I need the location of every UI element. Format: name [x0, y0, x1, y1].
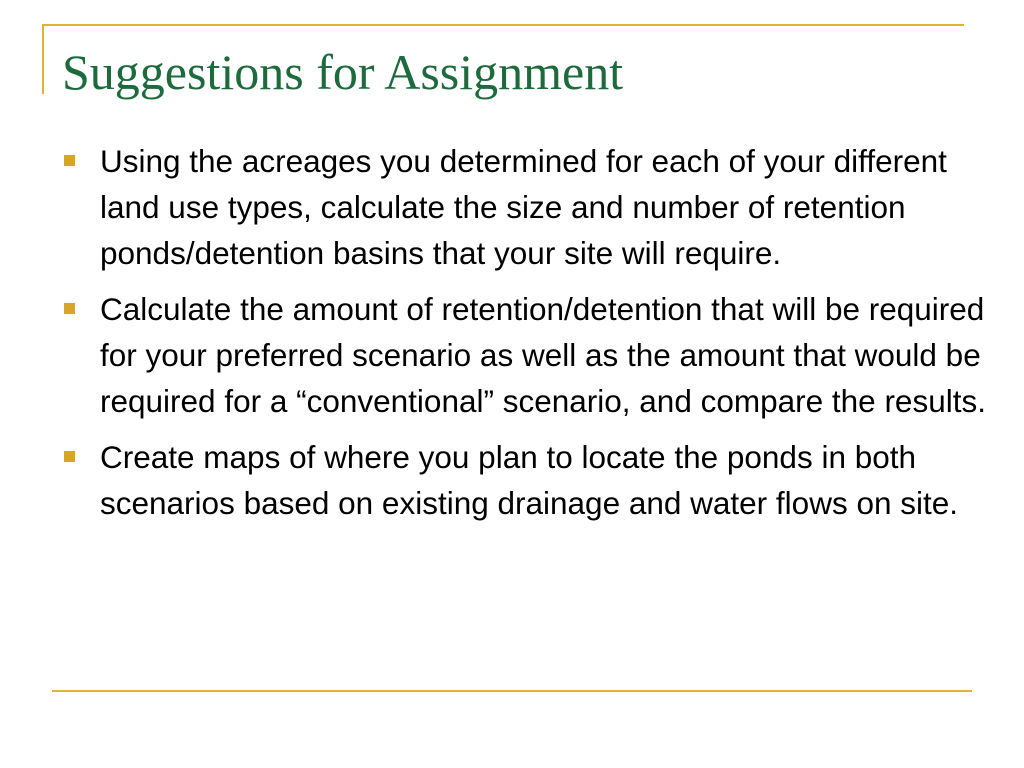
- slide-title: Suggestions for Assignment: [62, 44, 624, 100]
- bottom-divider: [52, 690, 972, 692]
- square-bullet-icon: [64, 155, 75, 166]
- bullet-item: [62, 138, 992, 276]
- top-divider: [42, 24, 964, 26]
- square-bullet-icon: [64, 303, 75, 314]
- bullet-item: [62, 286, 992, 424]
- bullet-text: Create maps of where you plan to locate the ponds in both scenarios based on existing drainage and water flows on site.: [100, 439, 959, 521]
- left-divider: [42, 24, 44, 94]
- bullet-item: [62, 434, 992, 526]
- bullet-text: Using the acreages you determined for each of your different land use types, calculate the size and number of retention ponds/detention basins that your site will require.: [100, 143, 947, 271]
- square-bullet-icon: [64, 451, 75, 462]
- bullet-text: Calculate the amount of retention/detention that will be required for your preferred scenario as well as the amount that would be required for a “conventional” scenario, and compare the results.: [100, 291, 986, 419]
- bullet-list: [62, 138, 992, 536]
